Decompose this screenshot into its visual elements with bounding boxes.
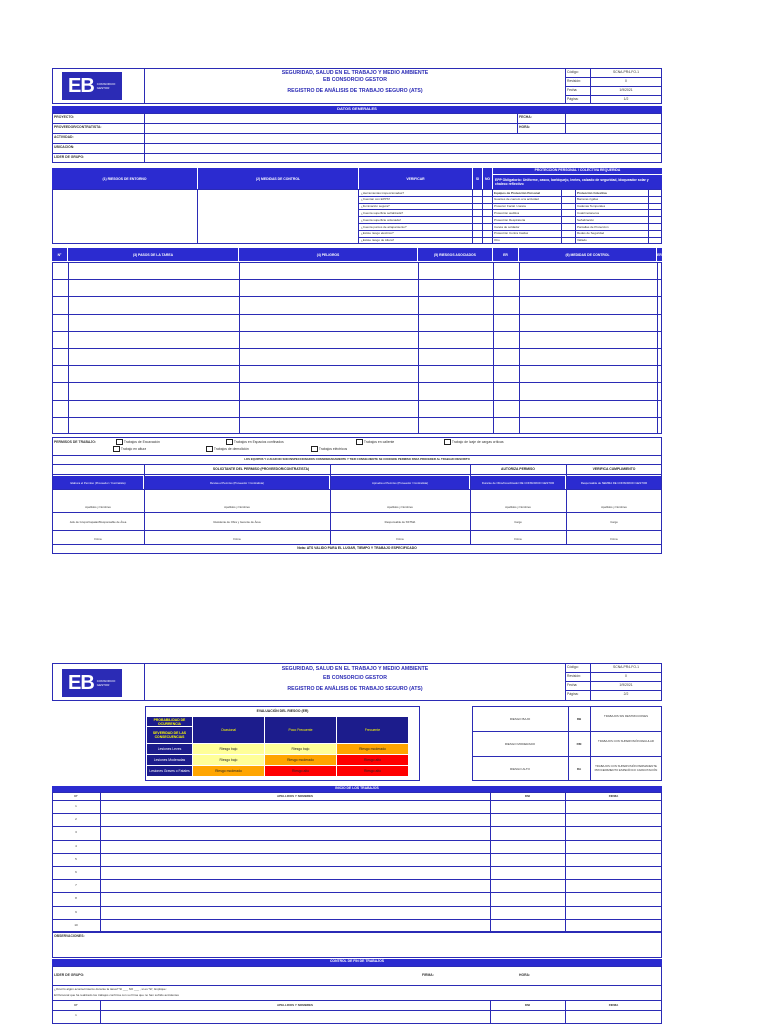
risk-cell: Riesgo moderado — [265, 755, 336, 765]
colectiva-item: Pantallas de Protección — [577, 224, 609, 229]
grid-line — [418, 262, 419, 434]
autoriza-label: AUTORIZA PERMISO — [501, 467, 535, 471]
verify-item: ¿Herramientas inspeccionadas? — [361, 190, 405, 195]
inicio-row-number: 7 — [75, 883, 77, 888]
colectiva-item: Barreras rígidas — [577, 197, 599, 202]
inicio-col-header: N° — [74, 794, 78, 798]
permiso-checkbox[interactable] — [113, 446, 120, 452]
fin-col-header: DNI — [524, 1003, 531, 1007]
permiso-checkbox[interactable] — [116, 439, 123, 445]
role-header: Responsable de SEMMA DE CONSORCIO GESTOR — [567, 476, 661, 489]
logo-sub-2: GESTOR — [96, 86, 110, 90]
inicio-col-header: FIRMA — [608, 794, 619, 798]
permiso-item[interactable] — [444, 439, 504, 445]
grid-line — [472, 756, 662, 757]
inicio-row-number: 3 — [75, 830, 77, 835]
inicio-col-header: DNI — [524, 794, 531, 798]
risk-cell: Riesgo bajo — [265, 744, 336, 754]
risk-cell: Riesgo alto — [337, 755, 408, 765]
divider — [144, 663, 145, 701]
grid-line — [52, 892, 662, 893]
firma-line: Firma — [610, 537, 618, 541]
permiso-checkbox[interactable] — [226, 439, 233, 445]
grid-line — [52, 853, 662, 854]
grid-line — [565, 681, 662, 682]
riesgos-entorno-header: (1) RIESGOS DE ENTORNO — [52, 168, 197, 189]
divider — [52, 455, 662, 456]
inicio-row-number: 10 — [74, 922, 78, 927]
permiso-item[interactable] — [113, 446, 146, 452]
epp-item: Protección auditiva — [494, 210, 520, 215]
firma-line: Firma — [396, 537, 404, 541]
apellidos-line: Apellidos y Nombres — [224, 505, 250, 509]
inicio-bar: INICIO DE LOS TRABAJOS — [52, 786, 662, 792]
permisos-footer: Nota: ATS VALIDO PARA EL LUGAR, TIEMPO Y TRABAJO ESPECIFICADO — [297, 546, 417, 550]
epp-item: Otro — [494, 238, 500, 243]
risk-cell: Riesgo moderado — [193, 766, 264, 776]
grid-line — [52, 400, 662, 401]
legend-name: RIESGO BAJO — [509, 717, 531, 721]
verify-item: ¿Existe riesgo eléctrico? — [361, 231, 394, 236]
verify-item: ¿Cuentan con EPPS? — [361, 197, 391, 202]
meta-value: SCNA-PR4-FO-1 — [613, 70, 639, 74]
verify-item: ¿Cuenta superficie ordenada? — [361, 217, 402, 222]
datos-generales-bar: DATOS GENERALES — [52, 106, 662, 113]
colectiva-item: Protección Colectiva — [577, 190, 607, 195]
observaciones-label: OBSERVACIONES: — [54, 934, 85, 938]
grid-line — [52, 879, 662, 880]
grid-line — [565, 690, 662, 691]
permiso-checkbox[interactable] — [206, 446, 213, 452]
divider — [52, 985, 662, 986]
grid-line — [52, 331, 662, 332]
meta-value: SCNA-PR4-FO-1 — [613, 665, 639, 669]
grid-line — [482, 189, 483, 244]
sev-row: Lesiones Moderadas — [147, 755, 192, 765]
role-header: Durante de Obra/Coordinador DE CONSORCIO GESTOR — [471, 476, 565, 489]
risk-cell: Riesgo alto — [265, 766, 336, 776]
legend-code: RM — [576, 742, 582, 746]
permiso-checkbox[interactable] — [311, 446, 318, 452]
verifica-label: VERIFICA CUMPLIMIENTO — [592, 467, 636, 471]
apellidos-line: Apellidos y Nombres — [387, 505, 413, 509]
no-header: NO — [483, 168, 492, 189]
meta-value: 1/2 — [623, 97, 629, 101]
grid-line — [517, 113, 518, 133]
meta-label: Código: — [567, 70, 579, 74]
epp-note: EPP Obligatorio: Uniforme, casco, barbiquejo, lentes, calzado de seguridad, bloqueador solar y chaleco reflectivo — [493, 175, 662, 189]
sev-row: Lesiones Graves o Fatales — [147, 766, 192, 776]
permiso-item[interactable] — [311, 446, 347, 452]
legend-name: RIESGO MODERADO — [504, 742, 536, 746]
cargo-line: Cargo — [610, 520, 618, 524]
permiso-checkbox[interactable] — [356, 439, 363, 445]
colectiva-item: Cadenas Temporales — [577, 204, 606, 209]
eval-bar: EVALUACIÓN DEL RIESGO (ER) — [256, 709, 309, 713]
grid-line — [575, 189, 576, 244]
ubicacion-label: UBICACIÓN: — [54, 145, 75, 149]
proveedor-label: PROVEEDOR/CONTRATISTA: — [54, 125, 102, 129]
risk-cell: Riesgo bajo — [193, 755, 264, 765]
fin-lider-label: LÍDER DE GRUPO: — [54, 973, 85, 977]
permiso-item[interactable] — [226, 439, 284, 445]
grid-line — [52, 314, 662, 315]
verify-item: ¿Existe riesgo de Altura? — [361, 238, 395, 243]
meta-value: 1/9/2021 — [619, 88, 633, 92]
grid-line — [561, 189, 562, 244]
grid-line — [52, 826, 662, 827]
grid-line — [490, 1000, 491, 1024]
grid-line — [566, 464, 567, 544]
meta-label: Revisión: — [567, 674, 581, 678]
legend-desc: TRABAJOS CON SUPERVISIÓN PERMANENTE PROCEDIMIENTO ESPECÍFICO CAPACITACIÓN — [594, 764, 658, 772]
grid-line — [490, 792, 491, 932]
grid-line — [472, 731, 662, 732]
cargo-line: Responsable de SSTMA — [384, 520, 416, 524]
divider — [52, 1000, 662, 1001]
grid-line — [472, 189, 473, 244]
meta-value: 2/2 — [623, 692, 629, 696]
grid-line — [493, 262, 494, 434]
inicio-row-number: 8 — [75, 896, 77, 901]
epp-item: Guantes de cuero/o a la actividad — [494, 197, 539, 202]
pasos-header-cell: ER — [493, 248, 518, 261]
fin-col-header: APELLIDOS Y NOMBRES — [276, 1003, 314, 1007]
grid-line — [565, 95, 662, 96]
permiso-label: Trabajo de Izaje de cargas críticas — [451, 439, 504, 444]
logo-sub-1: CONSORCIO — [96, 679, 116, 683]
si-header: SI — [473, 168, 482, 189]
doc-title-2: EB CONSORCIO GESTOR — [323, 77, 387, 83]
fin-firma-label: FIRMA: — [422, 973, 434, 977]
sev-label: SEVERIDAD DE LAS CONSECUENCIAS — [147, 727, 192, 743]
legend-desc: TRABAJOS SIN RESTRICCIONES — [604, 714, 648, 718]
grid-line — [565, 86, 662, 87]
company-logo-2 — [62, 669, 122, 697]
grid-line — [52, 866, 662, 867]
fin-col-header: N° — [74, 1003, 78, 1007]
grid-line — [519, 262, 520, 434]
firma-line: Firma — [233, 537, 241, 541]
pasos-header-cell: (4) PELIGROS — [239, 248, 417, 261]
doc-title-1: SEGURIDAD, SALUD EN EL TRABAJO Y MEDIO AMBIENTE — [281, 70, 429, 76]
permiso-label: Trabajos de Excavación — [123, 439, 160, 444]
meta-label: Fecha: — [567, 88, 578, 92]
grid-line — [52, 800, 662, 801]
verify-item: ¿Cuenta superficie señalizada? — [361, 210, 404, 215]
permiso-label: Trabajos eléctricos — [318, 446, 348, 451]
inicio-row-number: 1 — [75, 804, 77, 808]
pasos-header-cell: N° — [52, 248, 67, 261]
legend-code: RA — [576, 767, 582, 771]
grid-line — [52, 906, 662, 907]
grid-line — [565, 77, 662, 78]
grid-line — [568, 706, 569, 781]
grid-line — [52, 296, 662, 297]
grid-line — [52, 348, 662, 349]
apellidos-line: Apellidos y Nombres — [601, 505, 627, 509]
fin-row-number: 1 — [75, 1013, 77, 1017]
fecha-label: FECHA: — [519, 115, 532, 119]
inicio-row-number: 2 — [75, 817, 77, 822]
medidas-control-header: (2) MEDIDAS DE CONTROL — [198, 168, 358, 189]
role-header: Elabora el Permiso (Proveedor / Contratista) — [53, 476, 143, 489]
permiso-item[interactable] — [356, 439, 394, 445]
permiso-label: Trabajos en Espacios confinados — [233, 439, 284, 444]
risk-cell: Riesgo alto — [337, 766, 408, 776]
fin-hora-label: HORA: — [519, 973, 531, 977]
meta-label: Fecha: — [567, 683, 578, 687]
grid-line — [52, 382, 662, 383]
pasos-header-cell: (5) RIESGOS ASOCIADOS — [418, 248, 492, 261]
grid-line — [52, 417, 662, 418]
company-logo — [62, 72, 122, 100]
epp-item: Careta de soldador — [494, 224, 520, 229]
pasos-header-cell: (6) MEDIDAS DE CONTROL — [519, 248, 656, 261]
grid-line — [330, 464, 331, 544]
prob-col: Poco Frecuente — [265, 717, 336, 743]
divider — [197, 189, 198, 244]
role-header: Revisa el Permiso (Proveedor / Contratista) — [145, 476, 329, 489]
logo-mark: EB — [68, 74, 94, 97]
hora-label: HORA: — [519, 125, 531, 129]
verify-item: ¿Iluminación segura? — [361, 204, 390, 209]
actividad-label: ACTIVIDAD: — [54, 135, 74, 139]
verificar-header: VERIFICAR — [359, 168, 472, 189]
apellidos-line: Apellidos y Nombres — [505, 505, 531, 509]
epp-item: Equipos de Protección Personal — [494, 190, 541, 195]
colectiva-item: Cuatrimotaneros — [577, 210, 600, 215]
colectiva-item: Redes de Seguridad — [577, 231, 605, 236]
grid-line — [648, 189, 649, 244]
grid-line — [52, 919, 662, 920]
meta-value: 0 — [625, 79, 627, 83]
inicio-row-number: 6 — [75, 870, 77, 874]
lider-label: LÍDER DE GRUPO: — [54, 155, 85, 159]
grid-line — [565, 792, 566, 932]
grid-line — [52, 813, 662, 814]
grid-line — [565, 672, 662, 673]
permiso-label: Trabajo en altura — [120, 446, 147, 451]
legend-code: RB — [576, 717, 582, 721]
cargo-line: Cargo — [514, 520, 522, 524]
grid-line — [68, 262, 69, 434]
prob-label: PROBABILIDAD DE OCURRENCIA — [147, 717, 192, 726]
colectiva-item: Vallado — [577, 238, 587, 243]
grid-line — [100, 1000, 101, 1024]
pasos-header-cell: (3) PASOS DE LA TAREA — [68, 248, 238, 261]
apellidos-line: Apellidos y Nombres — [85, 505, 111, 509]
permiso-item[interactable] — [116, 439, 160, 445]
epp-item: Protector Facial / careta — [494, 204, 526, 209]
grid-line — [52, 544, 662, 545]
firma-line: Firma — [514, 537, 522, 541]
meta-value: 0 — [625, 674, 627, 678]
confirm-note: El Personal que ha realizado los trabajos confirma con su firma que no han sufrido accidentes — [54, 993, 179, 997]
fin-bar: CONTROL DE FIN DE TRABAJOS — [52, 959, 662, 966]
grid-line — [52, 365, 662, 366]
doc-title-3: REGISTRO DE ANÁLISIS DE TRABAJO SEGURO (ATS) — [287, 88, 423, 94]
colectiva-item: Señalización — [577, 217, 595, 222]
firma-line: Firma — [94, 537, 102, 541]
sev-row: Lesiones Leves — [147, 744, 192, 754]
permisos-note: LOS EQUIPOS Y LUGAR NO SON INSPECCIONADOS CONSIDERADAMENTE Y TIER CONSIGUIENTE SE CONCEDE PERMISO PARA PROCEDER AL TRABAJO DESCRITO — [244, 457, 470, 461]
epp-item: Protección Contra Caídas — [494, 231, 529, 236]
doc2-title-1: SEGURIDAD, SALUD EN EL TRABAJO Y MEDIO AMBIENTE — [281, 666, 429, 672]
grid-line — [52, 279, 662, 280]
inicio-row-number: 5 — [75, 856, 77, 861]
inicio-row-number: 4 — [75, 843, 77, 848]
incident-question: ¿Ocurrió algún acontecimiento durante la tarea? SI ___ NO ___ , si es 'SI', Explique: — [54, 987, 167, 991]
solicitante-label: SOLICITANTE DEL PERMISO (PROVEEDOR/CONTRATISTA) — [212, 467, 310, 471]
grid-line — [470, 464, 471, 544]
grid-line — [52, 840, 662, 841]
prob-col: Frecuente — [337, 717, 408, 743]
grid-line — [565, 1000, 566, 1024]
fin-col-header: FIRMA — [608, 1003, 619, 1007]
proyecto-label: PROYECTO: — [54, 115, 75, 119]
grid-line — [100, 792, 101, 932]
doc2-title-2: EB CONSORCIO GESTOR — [323, 675, 387, 681]
meta-label: Página: — [567, 692, 579, 696]
doc2-title-3: REGISTRO DE ANÁLISIS DE TRABAJO SEGURO (ATS) — [287, 686, 423, 692]
cargo-line: Jefe de Grupo/Capataz/Responsable de Área — [69, 520, 127, 524]
epp-item: Protección Respiratoria — [494, 217, 526, 222]
permiso-item[interactable] — [206, 446, 249, 452]
meta-label: Código: — [567, 665, 579, 669]
meta-value: 1/9/2021 — [619, 683, 633, 687]
permiso-label: Trabajos de demolición — [213, 446, 249, 451]
grid-line — [144, 113, 145, 163]
role-header: Aprueba el Permiso (Proveedor / Contratista) — [331, 476, 469, 489]
grid-line — [657, 262, 658, 434]
divider — [565, 663, 566, 701]
meta-label: Página: — [567, 97, 579, 101]
inicio-row-number: 9 — [75, 909, 77, 914]
grid-line — [239, 262, 240, 434]
grid-line — [492, 189, 493, 244]
pasos-header-cell: ER — [657, 248, 662, 261]
grid-line — [590, 706, 591, 781]
permisos-label: PERMISOS DE TRABAJO: — [54, 440, 97, 444]
meta-label: Revisión: — [567, 79, 581, 83]
permiso-label: Trabajos en caliente — [363, 439, 395, 444]
legend-name: RIESGO ALTO — [510, 767, 530, 771]
cargo-line: Residente de Obra y Gerente de Área — [213, 520, 261, 524]
risk-cell: Riesgo bajo — [193, 744, 264, 754]
logo-mark-2: EB — [68, 671, 94, 694]
grid-line — [359, 237, 662, 238]
inicio-col-header: APELLIDOS Y NOMBRES — [276, 794, 314, 798]
prob-col: Ocasional — [193, 717, 264, 743]
legend-desc: TRABAJOS CON SUPERVISIÓN REGULAR — [598, 739, 654, 743]
logo-sub-1: CONSORCIO — [96, 82, 116, 86]
grid-line — [52, 1010, 662, 1011]
grid-line — [144, 464, 145, 544]
grid-line — [565, 113, 566, 133]
proteccion-bar: PROTECCIÓN PERSONAL / COLECTIVA REQUERIDA — [493, 168, 662, 174]
risk-cell: Riesgo moderado — [337, 744, 408, 754]
observaciones-frame — [52, 932, 662, 958]
divider — [144, 68, 145, 104]
logo-sub-2: GESTOR — [96, 683, 110, 687]
permiso-checkbox[interactable] — [444, 439, 451, 445]
verify-item: ¿Cuenta puntos de atrapamiento? — [361, 224, 407, 229]
